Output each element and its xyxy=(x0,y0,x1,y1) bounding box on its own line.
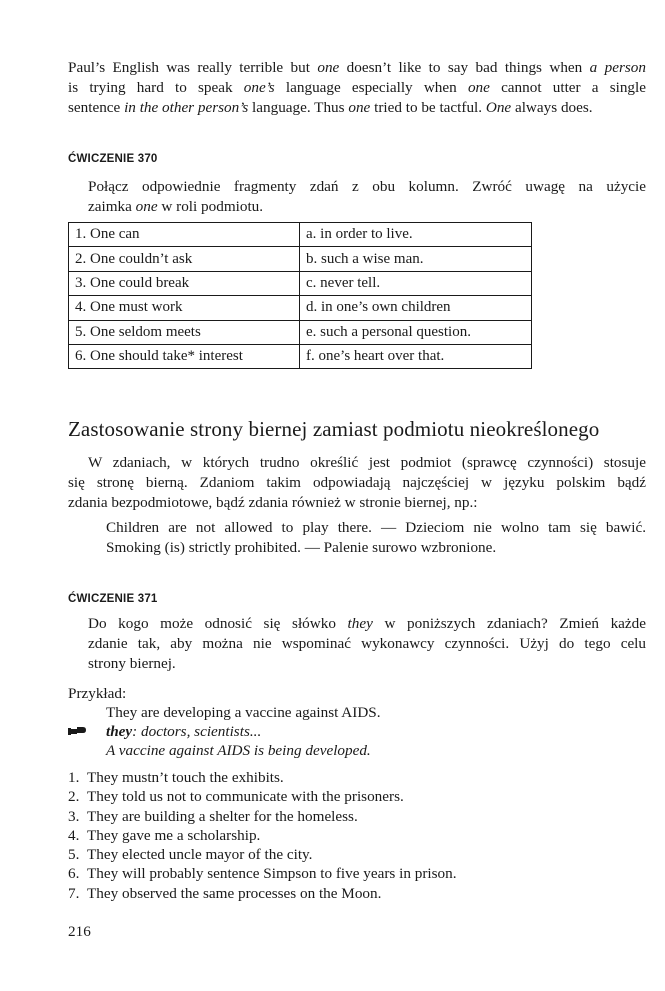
sentence-list xyxy=(68,768,457,903)
instruction-line: Do kogo może odnosić się słówko they w poniższych zdaniach? Zmień każde xyxy=(88,615,646,632)
exercise-371-instruction xyxy=(88,614,646,674)
table-row xyxy=(69,271,532,295)
instruction-line: zaimka one w roli podmiotu. xyxy=(88,198,264,215)
example-line: Smoking (is) strictly prohibited. — Palenie surowo wzbronione. xyxy=(106,539,497,556)
list-item: 1. They mustn’t touch the exhibits. xyxy=(68,769,284,786)
list-item: 4. They gave me a scholarship. xyxy=(68,826,261,844)
table-cell-right: c. never tell. xyxy=(300,271,532,295)
example-sentence: They are developing a vaccine against AIDS. xyxy=(106,704,381,721)
example-answer xyxy=(106,722,261,742)
pointing-hand-icon xyxy=(68,724,88,738)
intro-line: sentence in the other person’s language. Thus one tried to be tactful. One always does. xyxy=(68,99,593,116)
table-cell-left: 3. One could break xyxy=(69,271,300,295)
exercise-371-heading: ĆWICZENIE 371 xyxy=(68,593,158,605)
example-passive xyxy=(106,741,371,761)
list-item: 7. They observed the same processes on the Moon. xyxy=(68,884,382,902)
table-row xyxy=(69,344,532,368)
table-cell-left: 1. One can xyxy=(69,223,300,247)
list-item: 5. They elected uncle mayor of the city. xyxy=(68,846,313,864)
table-cell-right: a. in order to live. xyxy=(300,223,532,247)
list-item: 6. They will probably sentence Simpson to five years in prison. xyxy=(68,865,457,883)
table-row xyxy=(69,247,532,271)
instruction-line: strony biernej. xyxy=(88,655,176,672)
list-item: 2. They told us not to communicate with the prisoners. xyxy=(68,788,404,806)
matching-table xyxy=(68,222,532,369)
passive-sentence: A vaccine against AIDS is being developed. xyxy=(106,742,371,759)
page-number: 216 xyxy=(68,923,91,940)
exercise-370-instruction xyxy=(88,177,646,217)
table-cell-left: 5. One seldom meets xyxy=(69,320,300,344)
section-title: Zastosowanie strony biernej zamiast podmiotu nieokreślonego xyxy=(68,417,600,441)
intro-line: Paul’s English was really terrible but one doesn’t like to say bad things when a person xyxy=(68,59,646,76)
table-row xyxy=(69,320,532,344)
instruction-line: zdanie tak, aby można nie wspominać wykonawcy czynności. Użyj do tego celu xyxy=(88,635,646,652)
instruction-line: Połącz odpowiednie fragmenty zdań z obu kolumn. Zwróć uwagę na użycie xyxy=(88,178,646,195)
section-paragraph xyxy=(68,453,646,513)
table-cell-right: f. one’s heart over that. xyxy=(300,344,532,368)
exercise-370-heading: ĆWICZENIE 370 xyxy=(68,153,158,165)
table-cell-left: 4. One must work xyxy=(69,296,300,320)
table-row xyxy=(69,296,532,320)
section-examples xyxy=(106,518,646,558)
answer-subject: they xyxy=(106,723,133,740)
answer-agents: : doctors, scientists... xyxy=(132,723,262,740)
intro-paragraph xyxy=(68,58,646,118)
paragraph-line: zdania bezpodmiotowe, bądź zdania również w stronie biernej, np.: xyxy=(68,494,478,511)
table-cell-left: 6. One should take* interest xyxy=(69,344,300,368)
paragraph-line: W zdaniach, w których trudno określić jest podmiot (sprawcę czynności) stosuje xyxy=(88,454,646,471)
paragraph-line: się stronę bierną. Zdaniom takim odpowiadają najczęściej w języku polskim bądź xyxy=(68,474,646,491)
list-item: 3. They are building a shelter for the homeless. xyxy=(68,807,358,825)
table-cell-right: e. such a personal question. xyxy=(300,320,532,344)
example-label: Przykład: xyxy=(68,685,127,702)
example-line: Children are not allowed to play there. — Dzieciom nie wolno tam się bawić. xyxy=(106,519,646,536)
table-cell-left: 2. One couldn’t ask xyxy=(69,247,300,271)
intro-line: is trying hard to speak one’s language especially when one cannot utter a single xyxy=(68,79,646,96)
pointing-hand-icon xyxy=(68,724,88,740)
table-row xyxy=(69,223,532,247)
table-cell-right: b. such a wise man. xyxy=(300,247,532,271)
table-cell-right: d. in one’s own children xyxy=(300,296,532,320)
